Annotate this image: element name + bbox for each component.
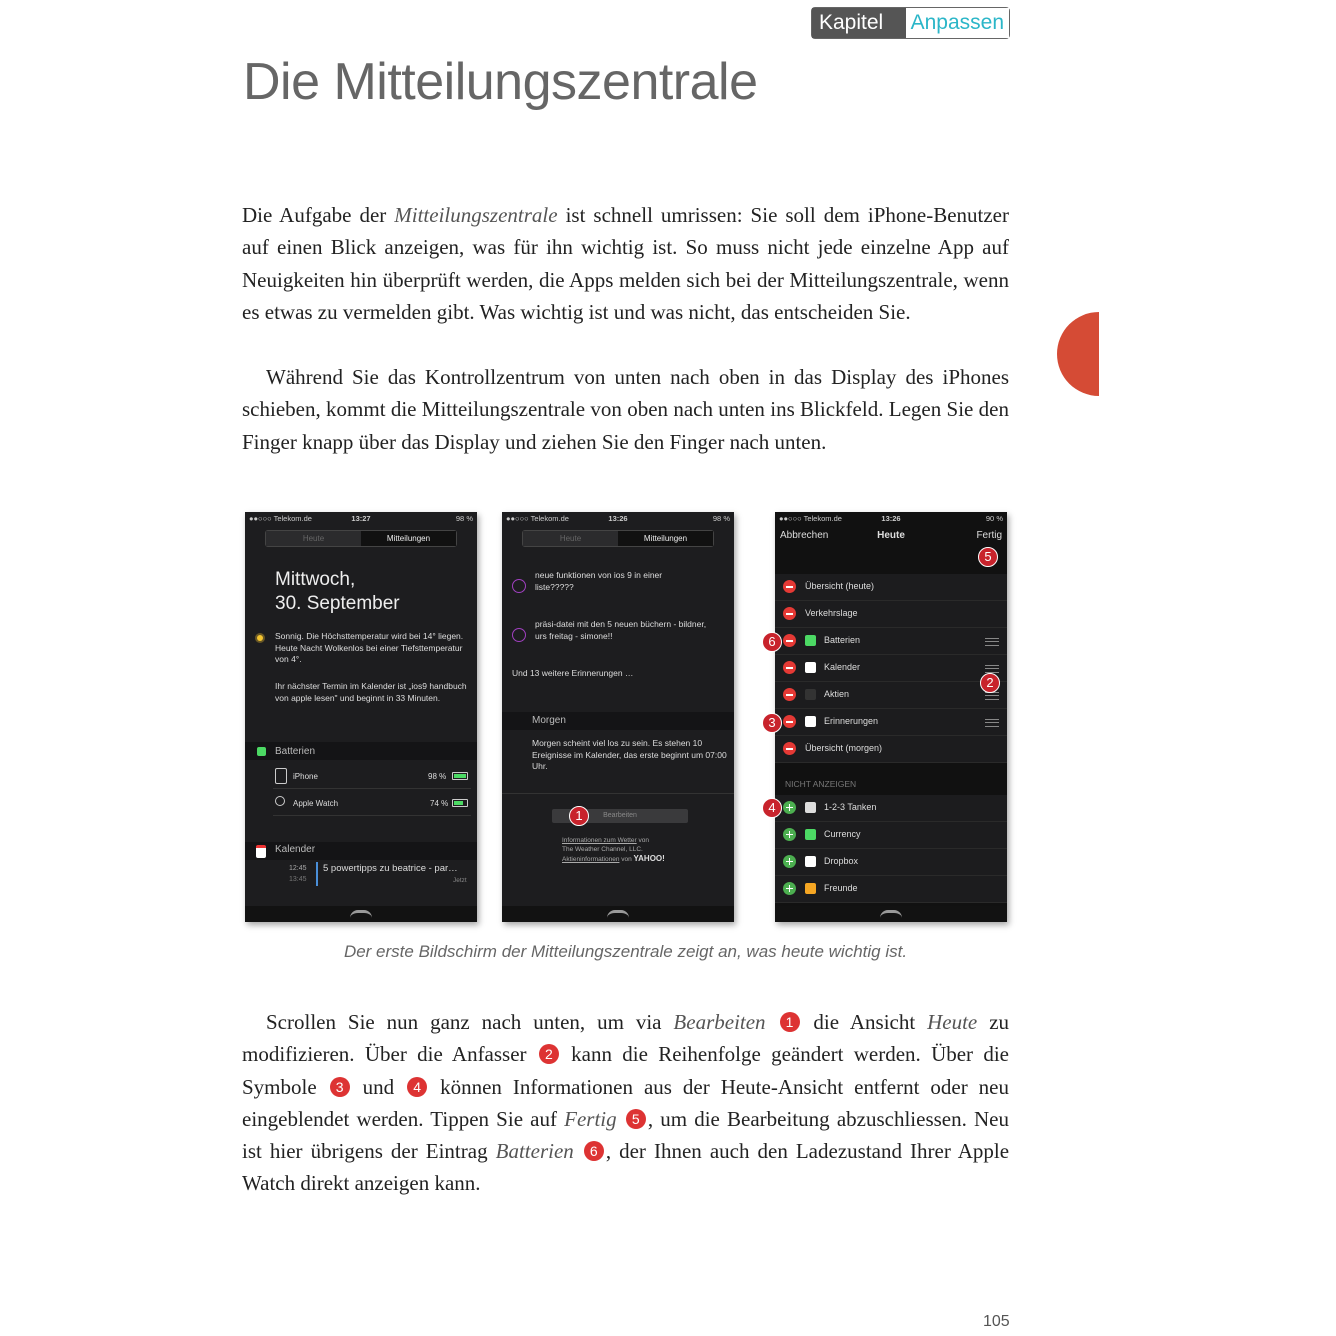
grabber-handle[interactable] [880, 910, 902, 918]
chapter-number: Kapitel 3 [812, 8, 906, 38]
status-bar [502, 514, 734, 526]
widget-row [775, 736, 1007, 763]
text: und [351, 1074, 406, 1099]
carrier: ●●○○○ Telekom.de [779, 514, 842, 523]
hidden-section-header: NICHT ANZEIGEN [785, 779, 857, 789]
battery-status: 98 % [712, 514, 730, 523]
remove-icon[interactable] [783, 661, 796, 674]
event-status: Jetzt [453, 877, 467, 884]
app-icon [805, 802, 816, 813]
callout-1: 1 [569, 806, 589, 826]
next-event-summary: Ihr nächster Termin im Kalender ist „ios9 handbuch von apple lesen" und beginnt in 33 Minuten. [275, 681, 467, 703]
battery-level-bar [452, 799, 468, 807]
grabber-handle[interactable] [607, 910, 629, 918]
paragraph-pull-down: Während Sie das Kontrollzentrum von unten nach oben in das Display des iPhones schieben, kommt die Mitteilungszentrale von oben nach unten ins Blickfeld. Legen Sie den Finger knapp über das Display und ziehen Sie den Finger nach unten. [242, 365, 1009, 454]
callout-marker: 4 [407, 1077, 427, 1097]
chapter-thumb-tab [1057, 312, 1099, 396]
event-start: 12:45 [289, 865, 307, 872]
add-icon[interactable] [783, 801, 796, 814]
text: zu modifizieren. Über die Anfasser [242, 1010, 1010, 1067]
widget-row [775, 574, 1007, 601]
callout-2: 2 [980, 673, 1000, 693]
tab-notifications: Mitteilungen [361, 531, 456, 546]
weather-credit-link[interactable]: Informationen zum Wetter [562, 837, 637, 844]
divider [273, 815, 471, 816]
more-reminders[interactable]: Und 13 weitere Erinnerungen … [512, 668, 634, 678]
callout-marker: 2 [539, 1044, 559, 1064]
widget-label: Currency [824, 829, 861, 839]
page-title: Die Mitteilungszentrale [243, 53, 758, 111]
tomorrow-summary: Morgen scheint viel los zu sein. Es stehen 10 Ereignisse im Kalender, das erste beginnt um 07:00 Uhr. [532, 738, 727, 771]
text: von [619, 856, 634, 863]
nav-title: Heute [877, 530, 905, 541]
callout-marker: 1 [780, 1012, 800, 1032]
app-icon [805, 829, 816, 840]
app-icon [805, 856, 816, 867]
reorder-handle-icon[interactable] [985, 638, 999, 646]
emphasis: Mitteilungszentrale [394, 203, 558, 227]
divider [502, 793, 734, 794]
tab-today: Heute [266, 531, 361, 546]
status-bar [245, 514, 477, 526]
widget-row [775, 709, 1007, 736]
date: 30. September [275, 593, 400, 614]
nav-bar [775, 530, 1007, 550]
remove-icon[interactable] [783, 580, 796, 593]
edit-button[interactable]: Bearbeiten [552, 809, 688, 823]
event-end: 13:45 [289, 876, 307, 883]
device-name: iPhone [293, 772, 318, 781]
callout-marker: 5 [626, 1109, 646, 1129]
text: , der Ihnen auch den Ladezustand Ihrer Apple Watch direkt anzeigen kann. [242, 1139, 1010, 1196]
widget-label: Kalender [824, 662, 861, 672]
emphasis: Bearbeiten [673, 1010, 766, 1034]
device-battery: 98 % [428, 772, 447, 781]
yahoo-logo: YAHOO! [633, 854, 665, 863]
screenshot-today-bottom [502, 512, 734, 922]
reorder-handle-icon[interactable] [985, 719, 999, 727]
reminder-item: präsi-datei mit den 5 neuen büchern - bildner, urs freitag - simone!! [535, 619, 707, 641]
callout-marker: 3 [330, 1077, 350, 1097]
app-icon [805, 716, 816, 727]
emphasis: Heute [927, 1010, 978, 1034]
app-icon [805, 883, 816, 894]
tab-today: Heute [523, 531, 618, 546]
weather-summary: Sonnig. Die Höchsttemperatur wird bei 14° liegen. Heute Nacht Wolkenlos bei einer Tiefsttemperatur von 4°. [275, 631, 464, 664]
app-icon [805, 635, 816, 646]
callout-4: 4 [762, 798, 782, 818]
remove-icon[interactable] [783, 634, 796, 647]
screenshot-edit-today [775, 512, 1007, 922]
paragraph-intro [242, 199, 1009, 328]
widget-label: Freunde [824, 883, 858, 893]
widget-row [775, 601, 1007, 628]
text: die Ansicht [801, 1010, 928, 1034]
remove-icon[interactable] [783, 688, 796, 701]
carrier: ●●○○○ Telekom.de [506, 514, 569, 523]
cancel-button[interactable]: Abbrechen [780, 530, 829, 541]
segmented-control [522, 530, 714, 547]
battery-status: 90 % [985, 514, 1003, 523]
event-title: 5 powertipps zu beatrice - par… [323, 863, 458, 874]
carrier: ●●○○○ Telekom.de [249, 514, 312, 523]
widget-label: Dropbox [824, 856, 859, 866]
widget-row [775, 628, 1007, 655]
done-button[interactable]: Fertig [976, 530, 1002, 541]
clock: 13:26 [608, 514, 628, 523]
page-number: 105 [983, 1313, 1010, 1330]
remove-icon[interactable] [783, 715, 796, 728]
remove-icon[interactable] [783, 742, 796, 755]
watch-icon [275, 796, 285, 806]
device-name: Apple Watch [293, 799, 339, 808]
text: The Weather Channel, LLC. [562, 846, 643, 853]
battery-status: 98 % [455, 514, 473, 523]
figure-caption: Der erste Bildschirm der Mitteilungszentrale zeigt an, was heute wichtig ist. [343, 942, 908, 961]
text: , um die Bearbeitung abzuschliessen. Neu ist hier übrigens der Eintrag [242, 1106, 1009, 1164]
callout-marker: 6 [584, 1141, 604, 1161]
widget-label: 1-2-3 Tanken [824, 802, 877, 812]
widget-row [775, 795, 1007, 822]
emphasis: Fertig [564, 1106, 617, 1131]
app-icon [805, 689, 816, 700]
widget-label: Übersicht (heute) [805, 581, 875, 591]
tomorrow-title: Morgen [532, 715, 566, 726]
add-icon[interactable] [783, 882, 796, 895]
widget-row [775, 822, 1007, 849]
sun-icon [257, 635, 263, 641]
widget-label: Übersicht (morgen) [805, 743, 883, 753]
battery-widget-icon [257, 747, 266, 756]
reorder-handle-icon[interactable] [985, 692, 999, 700]
stocks-credit-link[interactable]: Aktieninformationen [562, 856, 620, 863]
widget-label: Aktien [824, 689, 850, 699]
status-bar [775, 514, 1007, 526]
emphasis: Batterien [495, 1139, 574, 1164]
widget-label: Erinnerungen [824, 716, 879, 726]
paragraph-edit [242, 1006, 1009, 1200]
clock: 13:27 [351, 514, 371, 523]
widget-label: Verkehrslage [805, 608, 858, 618]
batteries-title: Batterien [275, 746, 316, 757]
event-marker [316, 862, 318, 886]
grabber-handle[interactable] [350, 910, 372, 918]
callout-3: 3 [762, 713, 782, 733]
reorder-handle-icon[interactable] [985, 665, 999, 673]
date-display [275, 568, 400, 616]
reminder-checkbox[interactable] [512, 579, 526, 593]
tab-notifications: Mitteilungen [618, 531, 713, 546]
widget-row [775, 682, 1007, 709]
device-battery: 74 % [430, 799, 449, 808]
reminder-item: neue funktionen von ios 9 in einer liste????? [535, 570, 663, 592]
widget-row [775, 655, 1007, 682]
chapter-name: Anpassen [906, 8, 1009, 38]
widget-row [775, 876, 1007, 903]
text: Die Aufgabe der [242, 203, 395, 227]
text: können Informationen aus der Heute-Ansicht entfernt oder neu eingeblendet werden. Tippen Sie auf [242, 1074, 1010, 1131]
text: kann die Reihenfolge geändert werden. Über die Symbole [242, 1042, 1009, 1099]
add-icon[interactable] [783, 855, 796, 868]
clock: 13:26 [881, 514, 901, 523]
segmented-control [265, 530, 457, 547]
text: ist schnell umrissen: Sie soll dem iPhone-Benutzer auf einen Blick anzeigen, was für ihn wichtig ist. So muss nicht jede einzelne App auf Neuigkeiten hin überprüft werden, die Apps melden sich bei der Mitteilungszentrale, wenn es etwas zu vermelden gibt. Was wichtig ist und was nicht, das entscheiden Sie. [242, 203, 1009, 324]
chapter-tab [811, 7, 1010, 64]
credits [562, 836, 665, 864]
remove-icon[interactable] [783, 607, 796, 620]
battery-level-bar [452, 772, 468, 780]
widget-row [775, 849, 1007, 876]
screenshot-today-view [245, 512, 477, 922]
callout-5: 5 [978, 547, 998, 567]
calendar-title: Kalender [275, 844, 316, 855]
iphone-icon [275, 768, 287, 784]
reminder-checkbox[interactable] [512, 628, 526, 642]
text: von [636, 837, 649, 844]
callout-6: 6 [762, 632, 782, 652]
weekday: Mittwoch, [275, 569, 356, 590]
widget-label: Batterien [824, 635, 861, 645]
divider [273, 788, 471, 789]
text: Scrollen Sie nun ganz nach unten, um via [266, 1010, 674, 1034]
app-icon [805, 662, 816, 673]
calendar-icon [256, 845, 266, 858]
add-icon[interactable] [783, 828, 796, 841]
